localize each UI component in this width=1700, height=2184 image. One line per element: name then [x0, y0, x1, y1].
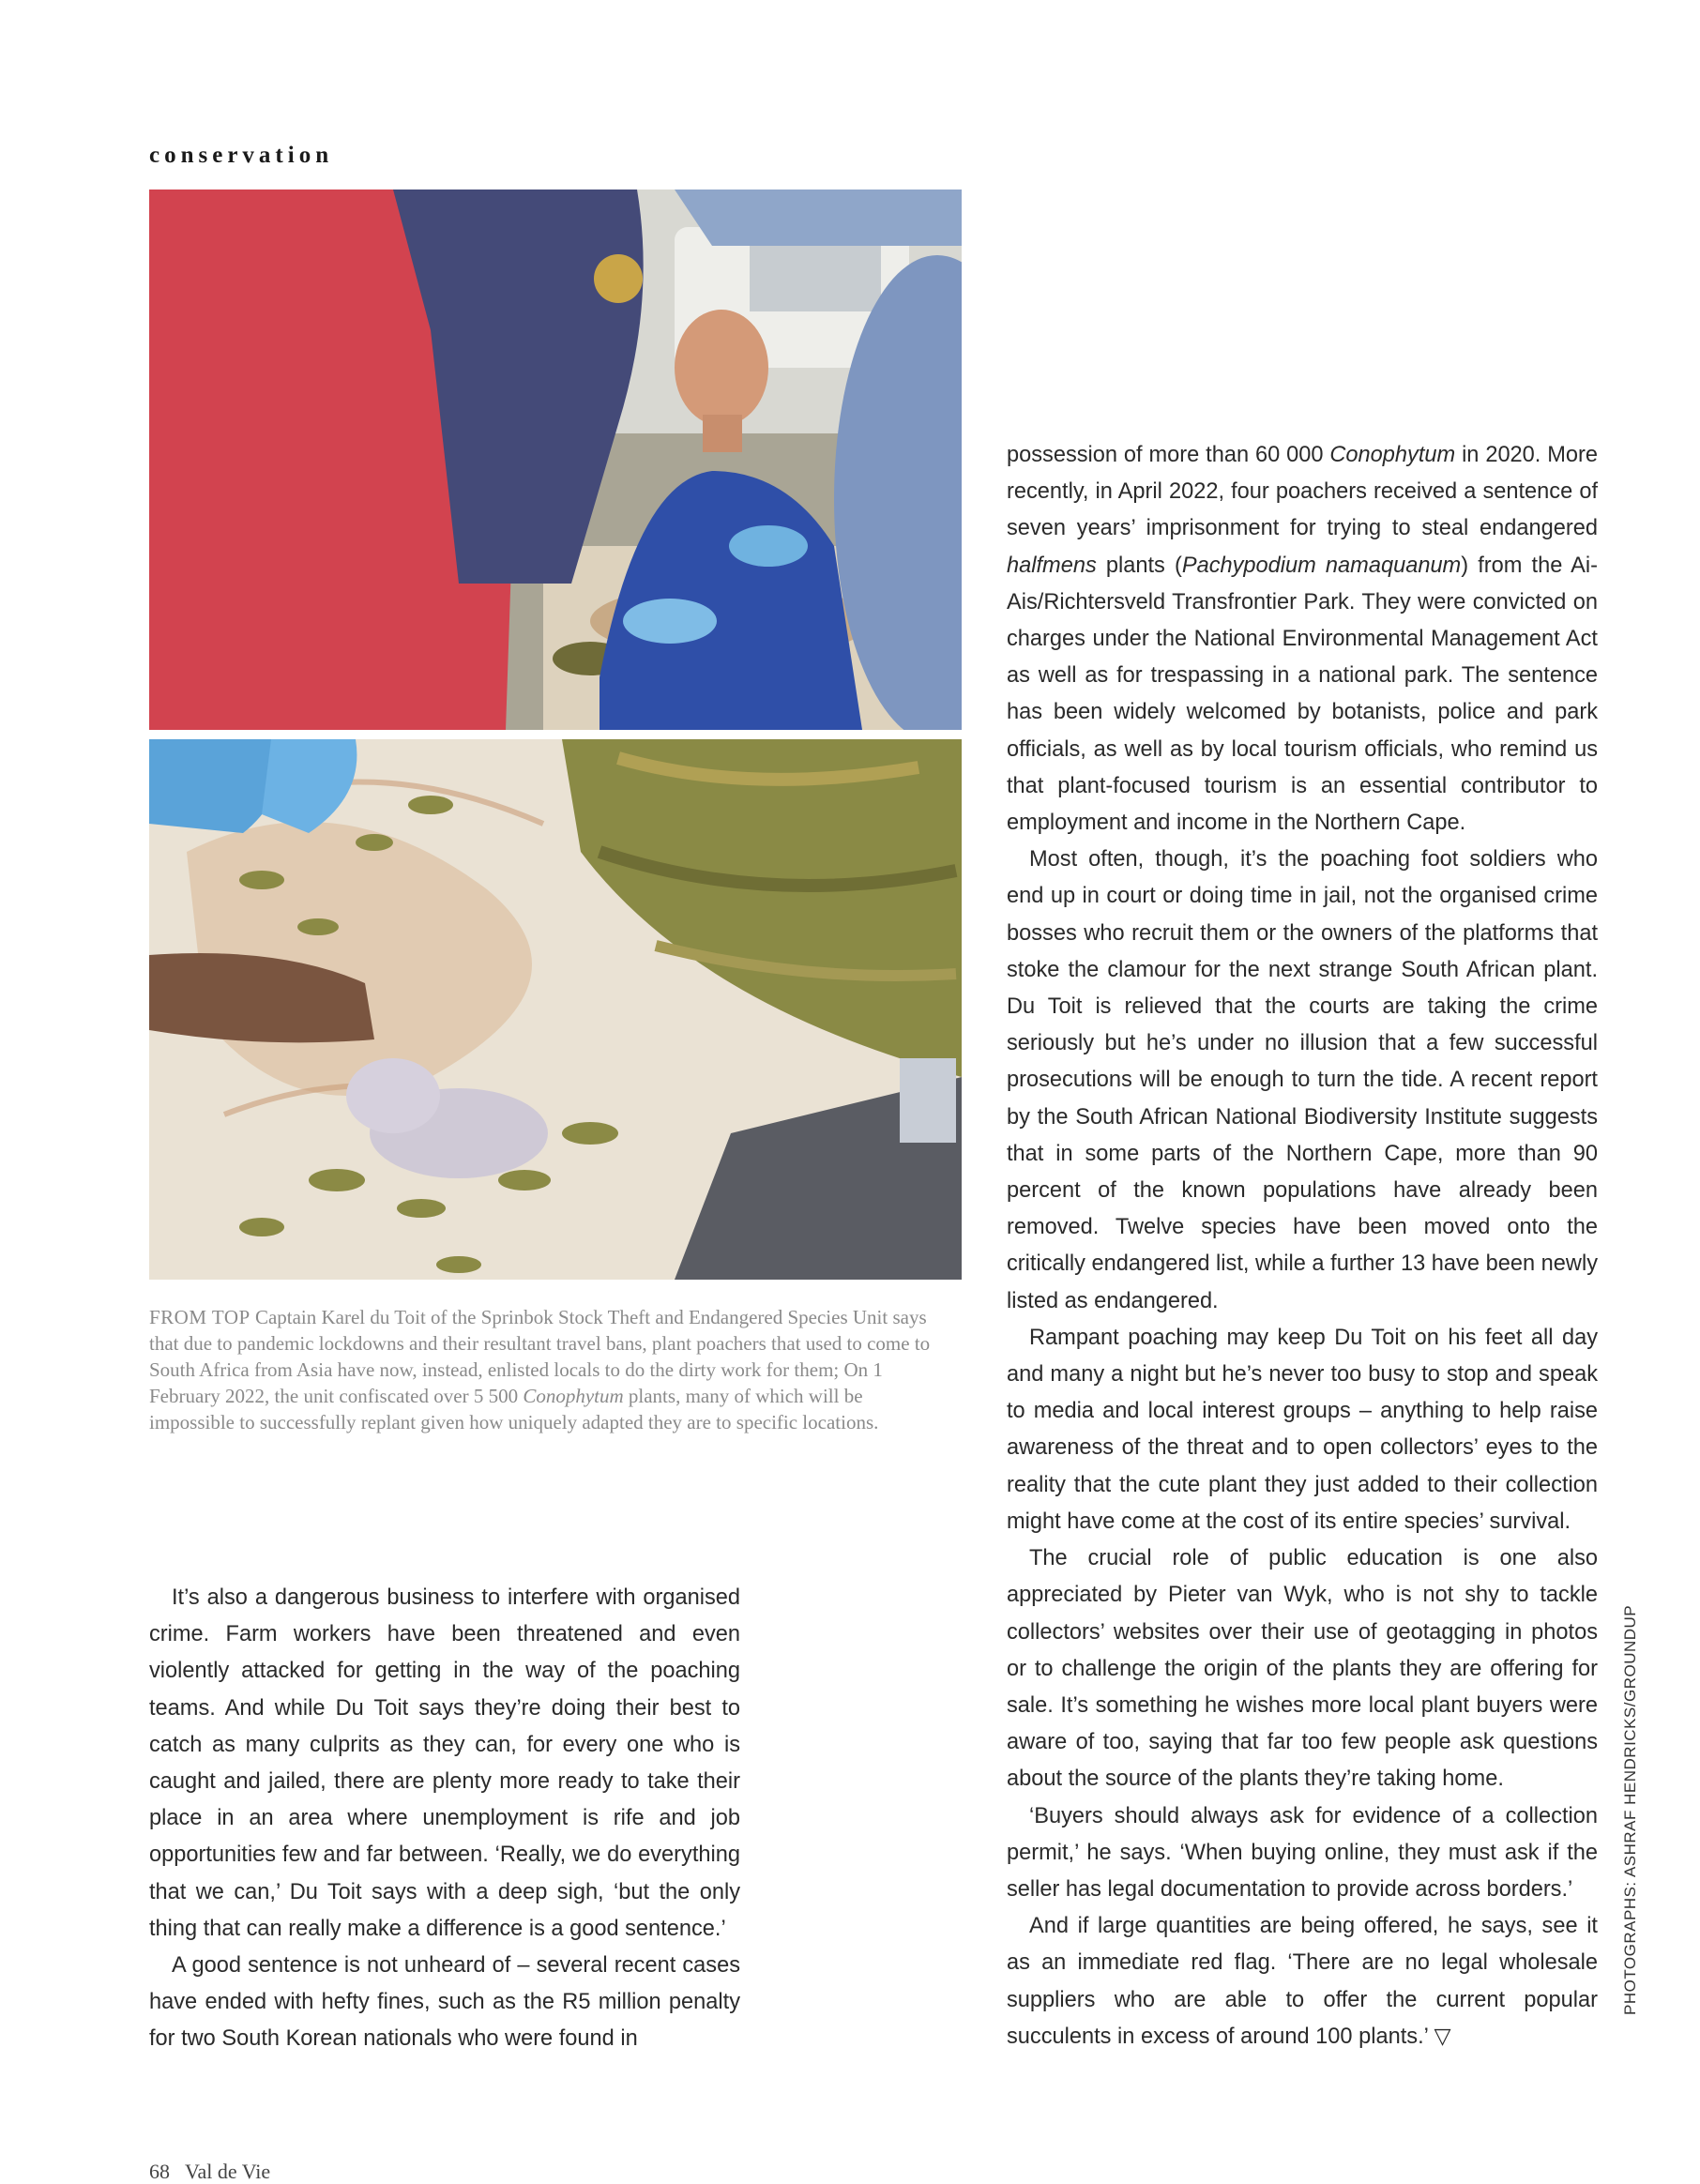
species-name: halfmens: [1007, 553, 1097, 578]
photo-credit: PHOTOGRAPHS: ASHRAF HENDRICKS/GROUNDUP: [1621, 1604, 1639, 2015]
photo-confiscated-succulents-icon: [149, 739, 962, 1280]
end-mark-icon: ▽: [1434, 2024, 1451, 2049]
right-column: [1007, 437, 1598, 2055]
text-run: possession of more than 60 000: [1007, 443, 1324, 467]
caption-text: Captain Karel du Toit of the Sprinbok Stock Theft and Endangered Species Unit says that due to pandemic lockdowns and their resultant travel bans, plant poachers that used to come to South Africa from Asia have now, instead, enlisted locals to do the dirty work for them; On 1 February 2022, the unit confiscated over 5 500: [149, 1306, 931, 1407]
species-name: Pachypodium namaquanum: [1181, 553, 1462, 578]
paragraph: A good sentence is not unheard of – several recent cases have ended with hefty fines, such as the R5 million penalty for two South Korean nationals who were found in: [149, 1953, 740, 2052]
photo-officer-at-table-icon: [149, 190, 962, 730]
photo-officer-at-table: [149, 190, 962, 730]
publication-name: Val de Vie: [185, 2160, 271, 2183]
text-run: plants (: [1105, 553, 1182, 578]
text-run: And if large quantities are being offered, he says, see it as an immediate red flag. ‘There are no legal wholesale suppliers who are able to offer the current popular succulents in excess of around 100 plants.’: [1007, 1914, 1598, 2049]
species-name: Conophytum: [1329, 443, 1456, 467]
text-run: ) from the Ai-Ais/Richtersveld Transfrontier Park. They were convicted on charges under the National Environmental Management Act as well as for trespassing in a national park. The sentence has been widely welcomed by botanists, police and park officials, as well as by local tourism officials, who remind us that plant-focused tourism is an essential contributor to employment and income in the Northern Cape.: [1007, 553, 1598, 836]
section-label: conservation: [149, 143, 334, 168]
text-run: in 2020. More recently, in April 2022, four poachers received a sentence of seven years’ imprisonment for trying to steal endangered: [1007, 443, 1599, 541]
paragraph: ‘Buyers should always ask for evidence of a collection permit,’ he says. ‘When buying online, they must ask if the seller has legal documentation to provide across borders.’: [1007, 1803, 1598, 1902]
paragraph: It’s also a dangerous business to interfere with organised crime. Farm workers have been threatened and even violently attacked for getting in the way of the poaching teams. And while Du Toit says they’re doing their best to catch as many culprits as they can, for every one who is caught and jailed, there are plenty more ready to take their place in an area where unemployment is rife and job opportunities few and far between. ‘Really, we do everything that we can,’ Du Toit says with a deep sigh, ‘but the only thing that can really make a difference is a good sentence.’: [149, 1585, 740, 1941]
page-number: 68: [149, 2160, 170, 2183]
paragraph-final: [1007, 1908, 1598, 2055]
page-footer: [149, 2160, 270, 2184]
caption-text-end: plants, many of which will be impossible to successfully replant given how uniquely adapted they are to specific locations.: [149, 1385, 879, 1433]
caption-lead: FROM TOP: [149, 1306, 250, 1328]
paragraph-continued: [1007, 437, 1598, 842]
caption-species: Conophytum: [523, 1385, 624, 1407]
paragraph: Rampant poaching may keep Du Toit on his feet all day and many a night but he’s never too busy to stop and speak to media and local interest groups – anything to help raise awareness of the threat and to open collectors’ eyes to the reality that the cute plant they just added to their collection might have come at the cost of its entire species’ survival.: [1007, 1325, 1598, 1534]
left-column: [149, 1580, 740, 2058]
paragraph: Most often, though, it’s the poaching foot soldiers who end up in court or doing time in jail, not the organised crime bosses who recruit them or the owners of the platforms that stoke the clamour for the next strange South African plant. Du Toit is relieved that the courts are taking the crime seriously but he’s under no illusion that a few successful prosecutions will be enough to turn the tide. A recent report by the South African National Biodiversity Institute suggests that in some parts of the Northern Cape, more than 90 percent of the known populations have already been removed. Twelve species have been moved onto the critically endangered list, while a further 13 have been newly listed as endangered.: [1007, 847, 1598, 1313]
photo-caption: [149, 1304, 937, 1435]
photo-confiscated-succulents: [149, 739, 962, 1280]
paragraph: The crucial role of public education is one also appreciated by Pieter van Wyk, who is not shy to tackle collectors’ websites over their use of geotagging in photos or to challenge the origin of the plants they are offering for sale. It’s something he wishes more local plant buyers were aware of too, saying that far too few people ask questions about the source of the plants they’re taking home.: [1007, 1546, 1598, 1792]
